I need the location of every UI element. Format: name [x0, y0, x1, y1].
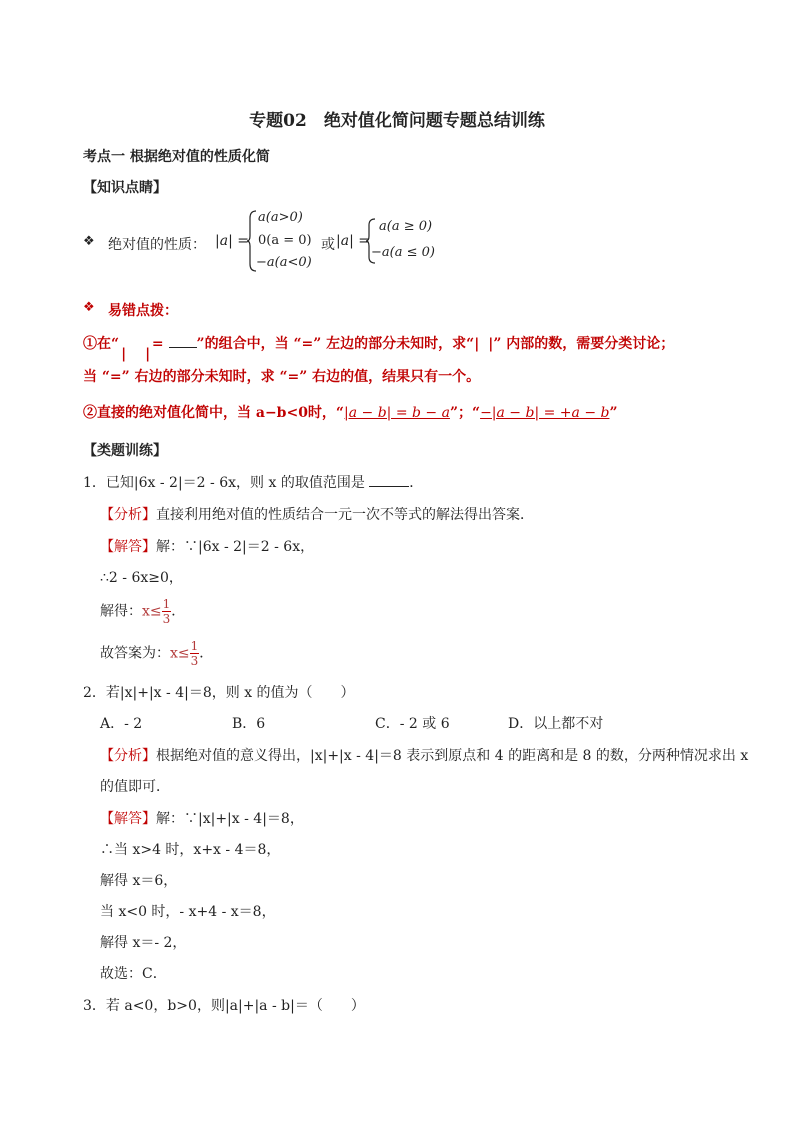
- q1-solution-line3: 解得：x≤ $\frac{1}{3}$ ．: [100, 597, 186, 626]
- q2-solution-line4: 当 x<0 时，- x+4 - x＝8，: [100, 904, 276, 920]
- errors-line1: ①在“ | | = ”的组合中，当 “=” 左边的部分未知时，求“| |” 内部的数，需要分类讨论；: [83, 336, 675, 362]
- case1-line2: 0(a = 0): [258, 233, 312, 248]
- section-heading: 考点一 根据绝对值的性质化简: [83, 149, 270, 165]
- errors-line2: 当 “=” 右边的部分未知时，求 “=” 右边的值，结果只有一个。: [83, 369, 481, 385]
- q1-solution-line1: 【解答】解：∵|6x - 2|＝2 - 6x，: [100, 539, 315, 555]
- errors-label: 易错点拨：: [108, 303, 178, 319]
- q2-option-a: A．- 2: [100, 716, 143, 732]
- page-title: 专题02 绝对值化简问题专题总结训练: [249, 111, 545, 131]
- practice-header: 【类题训练】: [83, 443, 167, 459]
- q2-option-b: B．6: [232, 716, 266, 732]
- case2-line2: −a(a ≤ 0): [371, 245, 435, 260]
- q2-analysis: 【分析】根据绝对值的意义得出，|x|+|x - 4|＝8 表示到原点和 4 的距离和是 8 的数，分两种情况求出 x: [100, 748, 749, 764]
- case1-line3: −a(a<0): [256, 255, 312, 270]
- q2-stem: 2．若|x|+|x - 4|＝8，则 x 的值为（ ）: [83, 685, 355, 701]
- q2-option-c: C．- 2 或 6: [375, 716, 450, 732]
- or-text: 或: [321, 237, 335, 253]
- q2-solution-line2: ∴当 x>4 时，x+x - 4＝8，: [100, 842, 281, 858]
- case1-line1: a(a>0): [258, 210, 303, 225]
- case2-line1: a(a ≥ 0): [379, 219, 433, 234]
- property-label: 绝对值的性质：: [108, 237, 206, 253]
- errors-line3: ②直接的绝对值化简中，当 a−b<0时，“|a − b| = b − a”；“−|a − b| = +a − b”: [83, 405, 618, 421]
- q3-stem: 3．若 a<0，b>0，则|a|+|a - b|＝（ ）: [83, 998, 365, 1014]
- q1-answer: 故答案为：x≤ $\frac{1}{3}$ ．: [100, 639, 214, 668]
- q2-solution-line6: 故选：C．: [100, 966, 167, 982]
- knowledge-header: 【知识点睛】: [83, 180, 167, 196]
- abs-a-expression-2: |a| =: [336, 233, 370, 249]
- q2-analysis-line2: 的值即可．: [100, 779, 170, 795]
- q1-solution-line2: ∴2 - 6x≥0，: [100, 570, 183, 586]
- q2-option-d: D．以上都不对: [508, 716, 604, 732]
- q2-solution-line5: 解得 x＝- 2，: [100, 935, 187, 951]
- q2-solution-line1: 【解答】解：∵|x|+|x - 4|＝8，: [100, 811, 304, 827]
- diamond-bullet-icon: ❖: [83, 234, 95, 249]
- q2-solution-line3: 解得 x＝6，: [100, 873, 178, 889]
- diamond-bullet-icon-2: ❖: [83, 300, 95, 315]
- abs-a-expression: |a| =: [215, 233, 249, 249]
- q1-analysis: 【分析】直接利用绝对值的性质结合一元一次不等式的解法得出答案．: [100, 507, 534, 523]
- q1-stem: 1．已知|6x - 2|＝2 - 6x，则 x 的取值范围是 ．: [83, 475, 424, 491]
